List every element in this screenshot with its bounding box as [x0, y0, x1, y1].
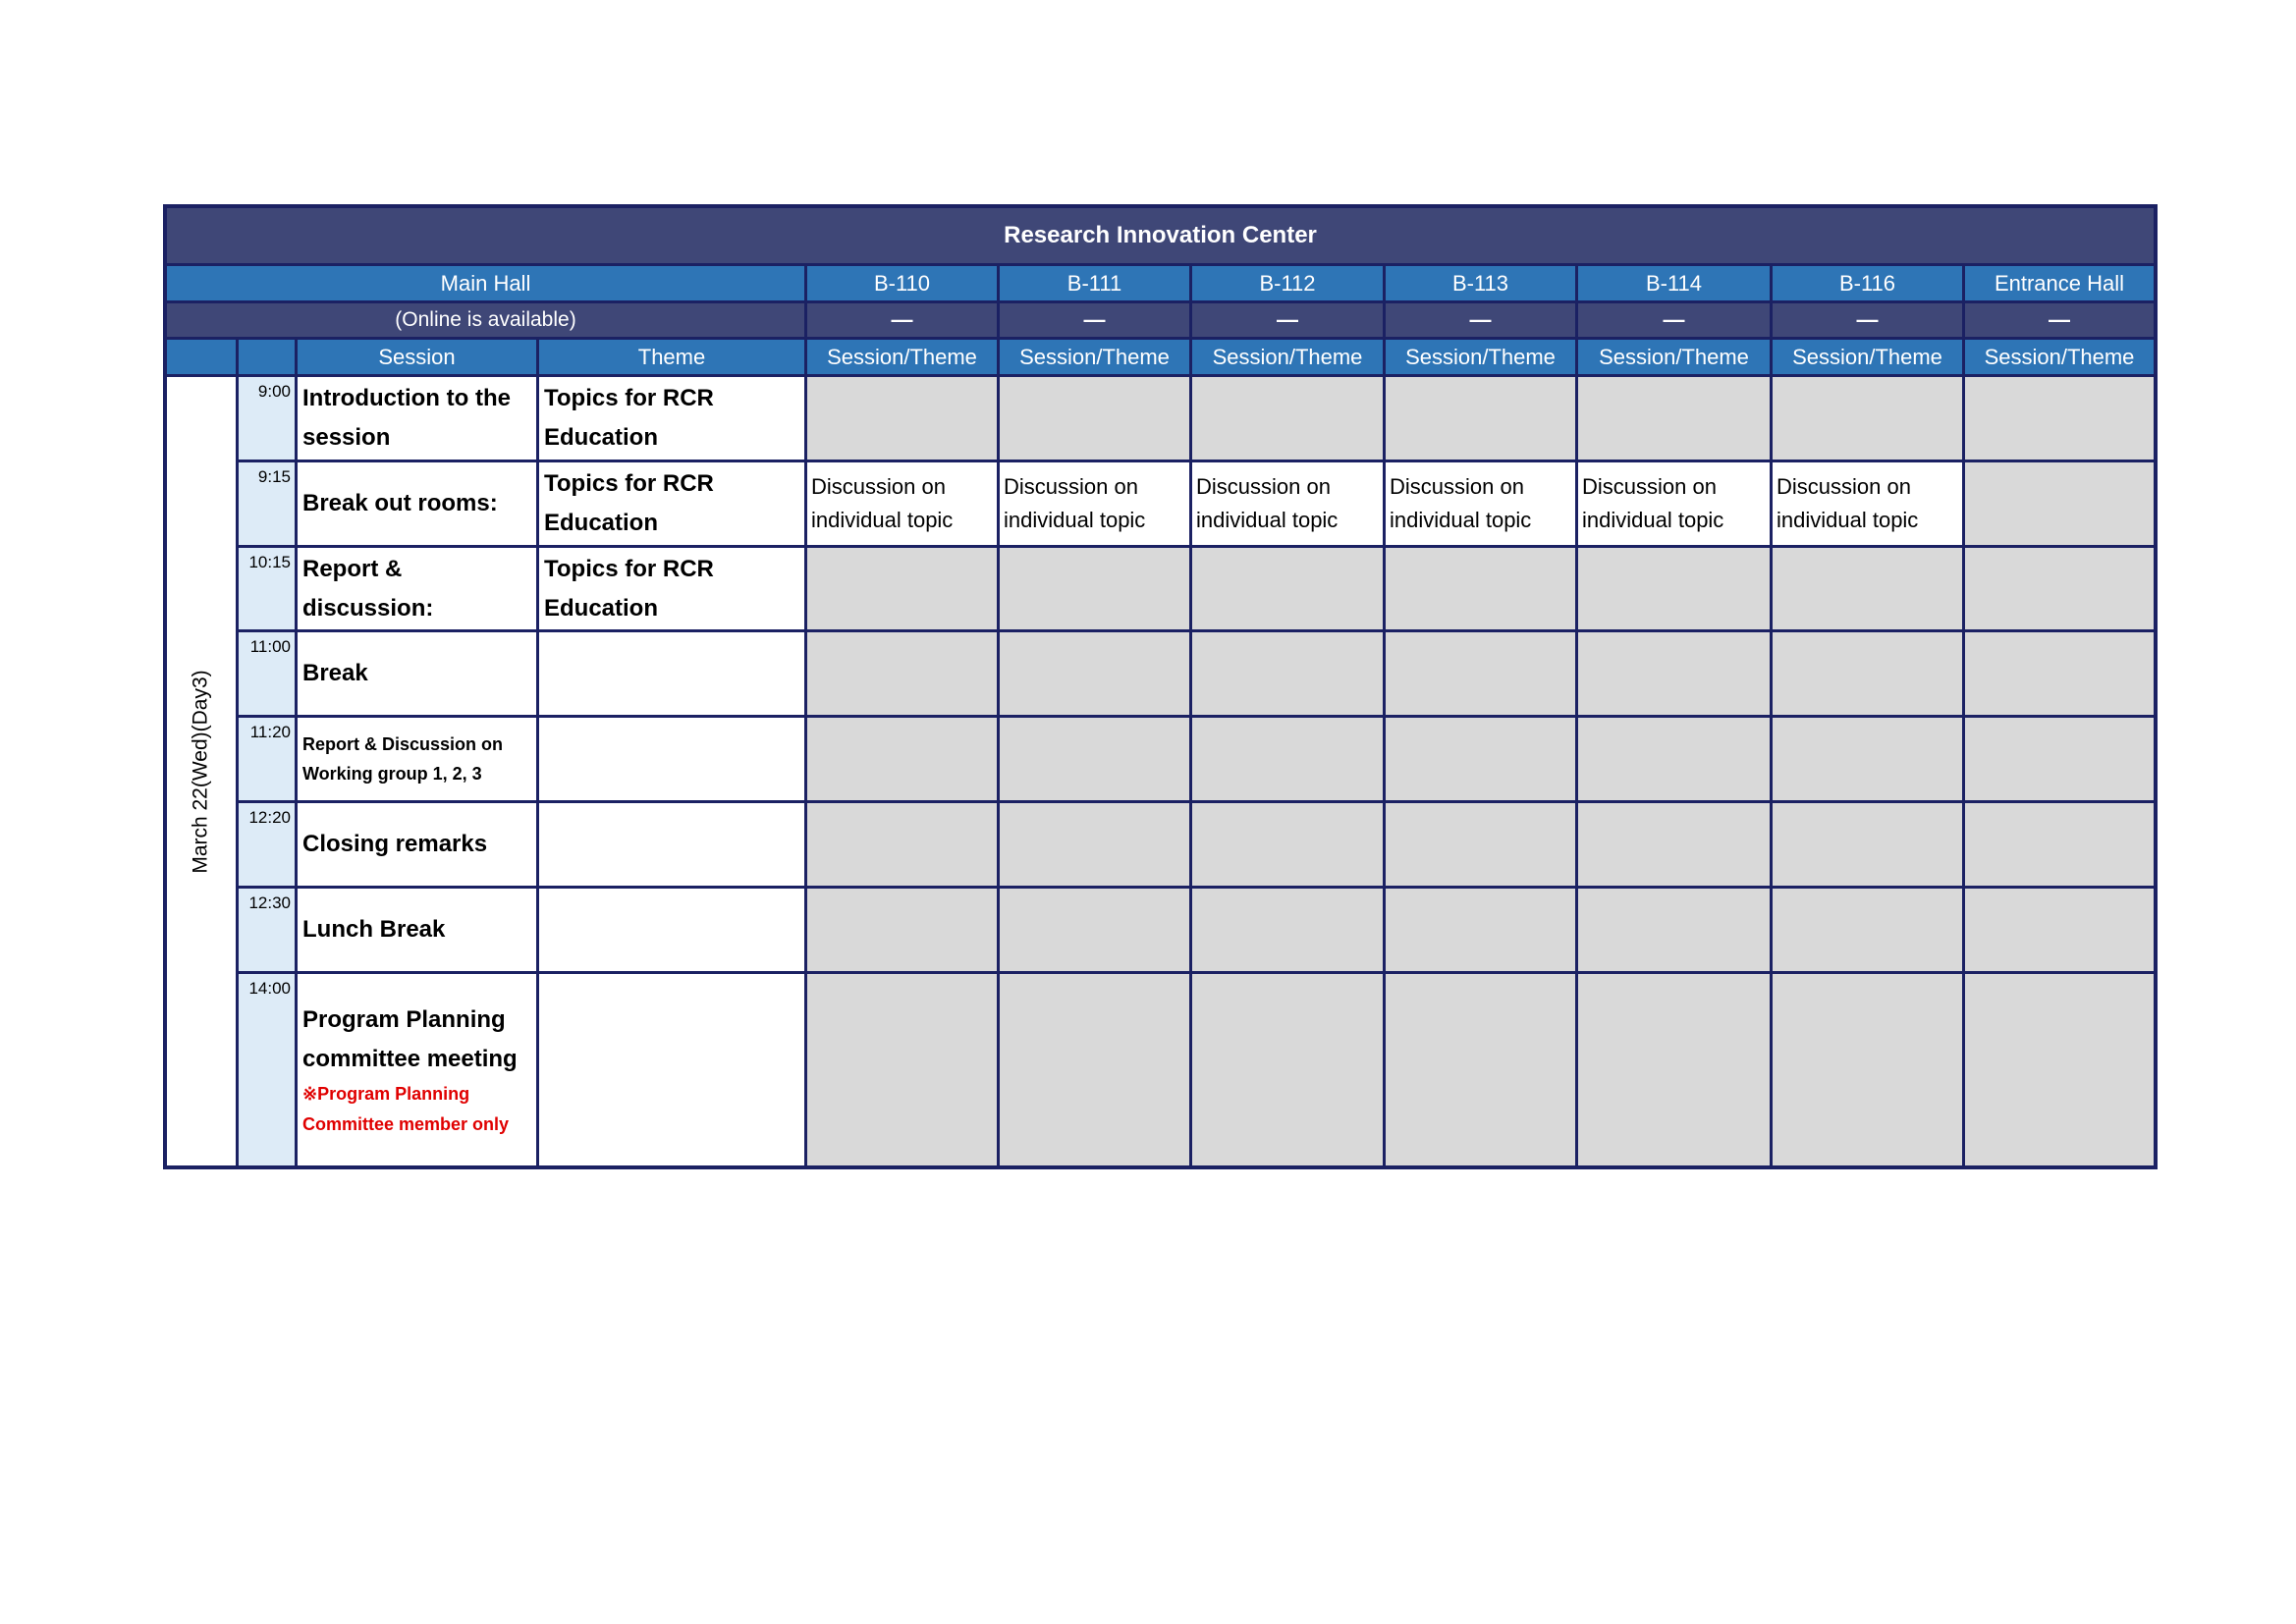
- session-cell: [298, 803, 536, 886]
- room-slot-b-111: [1000, 462, 1189, 545]
- theme-cell: [539, 462, 804, 545]
- room-slot-b-113: [1386, 974, 1575, 1165]
- session-column-header: [298, 340, 536, 374]
- room-slot-b-111: [1000, 548, 1189, 629]
- room-slot-b-111: [1000, 718, 1189, 800]
- room-slot-b-114: [1578, 632, 1770, 715]
- room-online-b-111: [1000, 303, 1189, 337]
- room-subheader-b-116: [1773, 340, 1962, 374]
- online-dash: —: [1663, 307, 1685, 332]
- room-name: B-116: [1838, 270, 1896, 296]
- theme-cell: [539, 718, 804, 800]
- room-name: B-110: [873, 270, 931, 296]
- room-slot-entrance-hall: [1965, 889, 2154, 971]
- room-slot-b-116: [1773, 718, 1962, 800]
- room-column-label: Session/Theme: [1019, 344, 1170, 369]
- time-label: 11:00: [249, 637, 291, 656]
- room-slot-b-114: [1578, 462, 1770, 545]
- time-label: 11:20: [249, 723, 291, 741]
- theme-cell: [539, 974, 804, 1165]
- room-header-b-116: [1773, 266, 1962, 300]
- room-slot-b-113: [1386, 889, 1575, 971]
- time-label: 14:00: [248, 979, 291, 998]
- main-hall-online-note: (Online is available): [395, 308, 576, 331]
- room-slot-entrance-hall: [1965, 377, 2154, 460]
- room-slot-b-113: [1386, 632, 1575, 715]
- room-slot-b-114: [1578, 718, 1770, 800]
- room-column-label: Session/Theme: [1212, 344, 1363, 369]
- room-session-text: Discussion on individual topic: [1777, 474, 1919, 532]
- room-slot-entrance-hall: [1965, 974, 2154, 1165]
- theme-column-label: Theme: [637, 344, 706, 369]
- room-online-b-113: [1386, 303, 1575, 337]
- room-session-text: Discussion on individual topic: [1582, 474, 1724, 532]
- room-slot-b-111: [1000, 889, 1189, 971]
- room-slot-b-110: [807, 377, 997, 460]
- room-online-b-114: [1578, 303, 1770, 337]
- session-column-label: Session: [378, 344, 456, 369]
- room-header-b-113: [1386, 266, 1575, 300]
- room-slot-entrance-hall: [1965, 718, 2154, 800]
- room-slot-b-111: [1000, 632, 1189, 715]
- room-online-b-110: [807, 303, 997, 337]
- time-label: 12:30: [248, 893, 291, 912]
- room-column-label: Session/Theme: [1984, 344, 2135, 369]
- room-online-b-112: [1192, 303, 1383, 337]
- room-slot-b-113: [1386, 718, 1575, 800]
- room-header-b-112: [1192, 266, 1383, 300]
- room-slot-b-111: [1000, 803, 1189, 886]
- online-dash: —: [1083, 307, 1106, 332]
- room-slot-b-114: [1578, 889, 1770, 971]
- venue-title: Research Innovation Center: [1004, 222, 1317, 248]
- blank-header-cell: [239, 340, 295, 374]
- room-slot-b-110: [807, 548, 997, 629]
- room-slot-b-116: [1773, 632, 1962, 715]
- room-header-b-110: [807, 266, 997, 300]
- room-session-text: Discussion on individual topic: [1390, 474, 1532, 532]
- room-slot-b-110: [807, 889, 997, 971]
- main-hall-online-note-cell: [167, 303, 804, 337]
- online-dash: —: [1469, 307, 1492, 332]
- room-slot-b-114: [1578, 548, 1770, 629]
- session-cell: [298, 377, 536, 460]
- theme-text: Topics for RCR Education: [544, 385, 714, 451]
- room-column-label: Session/Theme: [1792, 344, 1942, 369]
- room-slot-b-113: [1386, 377, 1575, 460]
- room-slot-entrance-hall: [1965, 632, 2154, 715]
- day-cell: [167, 377, 236, 1165]
- room-column-label: Session/Theme: [1599, 344, 1749, 369]
- room-slot-b-112: [1192, 632, 1383, 715]
- room-subheader-b-114: [1578, 340, 1770, 374]
- room-slot-b-113: [1386, 548, 1575, 629]
- time-cell: [239, 718, 295, 800]
- theme-cell: [539, 632, 804, 715]
- session-note: ※Program Planning Committee member only: [302, 1083, 510, 1134]
- room-slot-b-110: [807, 718, 997, 800]
- room-slot-b-116: [1773, 462, 1962, 545]
- online-dash: —: [1277, 307, 1298, 332]
- time-label: 10:15: [248, 553, 291, 571]
- room-slot-b-112: [1192, 718, 1383, 800]
- theme-column-header: [539, 340, 804, 374]
- room-session-text: Discussion on individual topic: [1196, 474, 1339, 532]
- room-header-b-111: [1000, 266, 1189, 300]
- schedule-table: [163, 204, 2158, 1169]
- room-subheader-b-112: [1192, 340, 1383, 374]
- room-column-label: Session/Theme: [827, 344, 977, 369]
- room-slot-b-112: [1192, 462, 1383, 545]
- room-online-b-116: [1773, 303, 1962, 337]
- room-slot-b-110: [807, 632, 997, 715]
- room-slot-b-111: [1000, 377, 1189, 460]
- room-name: B-111: [1066, 270, 1122, 296]
- room-slot-b-116: [1773, 377, 1962, 460]
- room-subheader-b-110: [807, 340, 997, 374]
- room-header-entrance-hall: [1965, 266, 2154, 300]
- time-cell: [239, 462, 295, 545]
- room-slot-entrance-hall: [1965, 803, 2154, 886]
- session-cell: [298, 974, 536, 1165]
- session-cell: [298, 718, 536, 800]
- time-cell: [239, 632, 295, 715]
- session-title: Program Planning committee meeting: [302, 1005, 518, 1072]
- session-cell: [298, 632, 536, 715]
- room-slot-b-113: [1386, 803, 1575, 886]
- time-cell: [239, 889, 295, 971]
- room-slot-entrance-hall: [1965, 462, 2154, 545]
- session-cell: [298, 548, 536, 629]
- session-title: Report & discussion:: [302, 555, 434, 622]
- room-name: Entrance Hall: [1994, 270, 2125, 296]
- room-slot-b-111: [1000, 974, 1189, 1165]
- room-slot-b-116: [1773, 974, 1962, 1165]
- session-title: Break: [302, 660, 368, 686]
- online-dash: —: [891, 307, 913, 332]
- room-slot-b-112: [1192, 889, 1383, 971]
- room-column-label: Session/Theme: [1405, 344, 1556, 369]
- time-cell: [239, 974, 295, 1165]
- session-title: Report & Discussion on Working group 1, 2, 3: [302, 734, 504, 784]
- session-cell: [298, 462, 536, 545]
- session-title: Introduction to the session: [302, 385, 511, 451]
- venue-title-cell: [167, 208, 2154, 263]
- room-slot-entrance-hall: [1965, 548, 2154, 629]
- room-subheader-b-113: [1386, 340, 1575, 374]
- room-name: B-114: [1645, 270, 1703, 296]
- room-slot-b-112: [1192, 803, 1383, 886]
- time-label: 12:20: [248, 808, 291, 827]
- room-slot-b-114: [1578, 803, 1770, 886]
- session-cell: [298, 889, 536, 971]
- room-slot-b-112: [1192, 974, 1383, 1165]
- main-hall-label: Main Hall: [440, 270, 531, 296]
- room-slot-b-113: [1386, 462, 1575, 545]
- room-slot-b-110: [807, 803, 997, 886]
- room-session-text: Discussion on individual topic: [811, 474, 954, 532]
- time-cell: [239, 548, 295, 629]
- room-slot-b-114: [1578, 377, 1770, 460]
- day-label: March 22(Wed)(Day3): [190, 669, 212, 874]
- theme-cell: [539, 889, 804, 971]
- main-hall-header: [167, 266, 804, 300]
- time-label: 9:15: [257, 467, 291, 486]
- room-slot-b-110: [807, 974, 997, 1165]
- online-dash: —: [1856, 307, 1879, 332]
- theme-text: Topics for RCR Education: [544, 470, 714, 536]
- room-name: B-113: [1451, 270, 1509, 296]
- session-title: Lunch Break: [302, 916, 446, 943]
- room-slot-b-114: [1578, 974, 1770, 1165]
- room-slot-b-116: [1773, 889, 1962, 971]
- online-dash: —: [2049, 307, 2070, 332]
- room-slot-b-112: [1192, 548, 1383, 629]
- time-cell: [239, 803, 295, 886]
- time-cell: [239, 377, 295, 460]
- room-subheader-b-111: [1000, 340, 1189, 374]
- time-label: 9:00: [257, 382, 291, 401]
- room-slot-b-110: [807, 462, 997, 545]
- room-subheader-entrance-hall: [1965, 340, 2154, 374]
- blank-header-cell: [167, 340, 236, 374]
- room-header-b-114: [1578, 266, 1770, 300]
- theme-cell: [539, 377, 804, 460]
- room-name: B-112: [1259, 270, 1316, 296]
- room-session-text: Discussion on individual topic: [1004, 474, 1146, 532]
- theme-cell: [539, 548, 804, 629]
- room-slot-b-112: [1192, 377, 1383, 460]
- session-title: Break out rooms:: [302, 490, 498, 516]
- room-online-entrance-hall: [1965, 303, 2154, 337]
- room-slot-b-116: [1773, 803, 1962, 886]
- session-title: Closing remarks: [302, 831, 488, 857]
- room-slot-b-116: [1773, 548, 1962, 629]
- theme-text: Topics for RCR Education: [544, 555, 714, 622]
- theme-cell: [539, 803, 804, 886]
